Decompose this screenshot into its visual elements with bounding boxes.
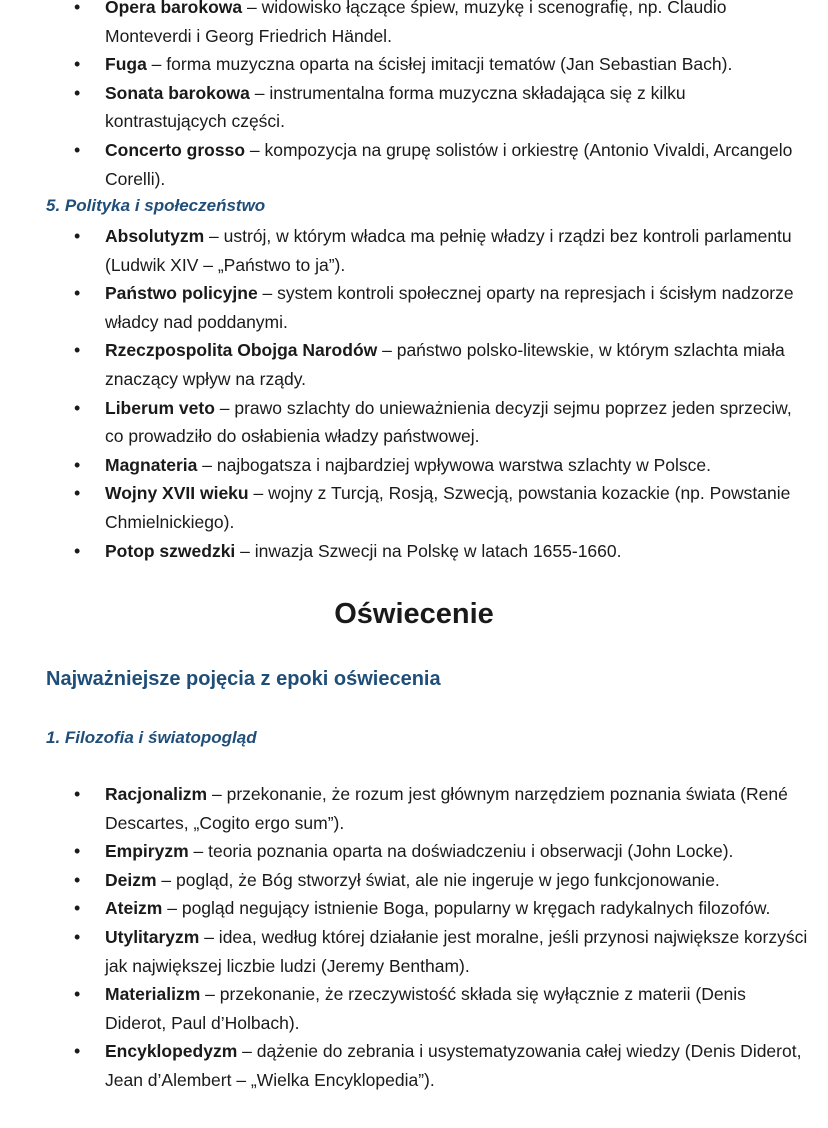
list-item: • Liberum veto – prawo szlachty do unieważnienia decyzji sejmu poprzez jeden sprzeciw, co prowadziło do osłabienia władzy państwowej. [0,394,828,451]
list-item: • Deizm – pogląd, że Bóg stworzył świat, ale nie ingeruje w jego funkcjonowanie. [0,866,828,895]
baroque-music-list [0,0,828,193]
list-item: • Empiryzm – teoria poznania oparta na doświadczeniu i obserwacji (John Locke). [0,837,828,866]
list-item: • Utylitaryzm – idea, według której działanie jest moralne, jeśli przynosi największe korzyści jak największej liczbie ludzi (Jeremy Bentham). [0,923,828,980]
bullet-icon: • [74,869,81,890]
bullet-icon: • [74,483,81,504]
list-item: • Fuga – forma muzyczna oparta na ścisłej imitacji tematów (Jan Sebastian Bach). [0,50,828,79]
bullet-icon: • [74,139,81,160]
list-item: • Opera barokowa – widowisko łączące śpiew, muzykę i scenografię, np. Claudio Monteverdi i Georg Friedrich Händel. [0,0,828,50]
bullet-icon: • [74,82,81,103]
list-item: • Sonata barokowa – instrumentalna forma muzyczna składająca się z kilku kontrastujących części. [0,79,828,136]
bullet-icon: • [74,54,81,75]
list-item: • Materializm – przekonanie, że rzeczywistość składa się wyłącznie z materii (Denis Diderot, Paul d’Holbach). [0,980,828,1037]
bullet-icon: • [74,340,81,361]
bullet-icon: • [74,226,81,246]
bullet-icon: • [74,784,81,804]
bullet-icon: • [74,0,81,17]
list-item: • Wojny XVII wieku – wojny z Turcją, Rosją, Szwecją, powstania kozackie (np. Powstanie Chmielnickiego). [0,479,828,536]
list-item: • Ateizm – pogląd negujący istnienie Boga, popularny w kręgach radykalnych filozofów. [0,894,828,923]
era-title: Oświecenie [334,598,494,630]
bullet-icon: • [74,540,81,561]
bullet-icon: • [74,1041,81,1062]
era-subtitle: Najważniejsze pojęcia z epoki oświecenia [46,668,441,690]
list-item: • Encyklopedyzm – dążenie do zebrania i usystematyzowania całej wiedzy (Denis Diderot, Jean d’Alembert – „Wielka Encyklopedia”). [0,1037,828,1094]
section-heading: 1. Filozofia i światopogląd [46,728,257,747]
bullet-icon: • [74,397,81,418]
section-heading: 5. Polityka i społeczeństwo [46,196,266,215]
bullet-icon: • [74,454,81,475]
list-item: • Absolutyzm – ustrój, w którym władca ma pełnię władzy i rządzi bez kontroli parlamentu (Ludwik XIV – „Państwo to ja”). [0,222,828,279]
bullet-icon: • [74,841,81,862]
bullet-icon: • [74,283,81,304]
bullet-icon: • [74,926,81,947]
list-item: • Racjonalizm – przekonanie, że rozum jest głównym narzędziem poznania świata (René Descartes, „Cogito ergo sum”). [0,780,828,837]
bullet-icon: • [74,898,81,919]
list-item: • Concerto grosso – kompozycja na grupę solistów i orkiestrę (Antonio Vivaldi, Arcangelo Corelli). [0,136,828,193]
philosophy-list [0,780,828,1095]
bullet-icon: • [74,984,81,1005]
list-item: • Magnateria – najbogatsza i najbardziej wpływowa warstwa szlachty w Polsce. [0,451,828,480]
list-item: • Rzeczpospolita Obojga Narodów – państwo polsko-litewskie, w którym szlachta miała znaczący wpływ na rządy. [0,336,828,393]
list-item: • Państwo policyjne – system kontroli społecznej oparty na represjach i ścisłym nadzorze władcy nad poddanymi. [0,279,828,336]
politics-list [0,222,828,565]
list-item: • Potop szwedzki – inwazja Szwecji na Polskę w latach 1655-1660. [0,537,828,566]
